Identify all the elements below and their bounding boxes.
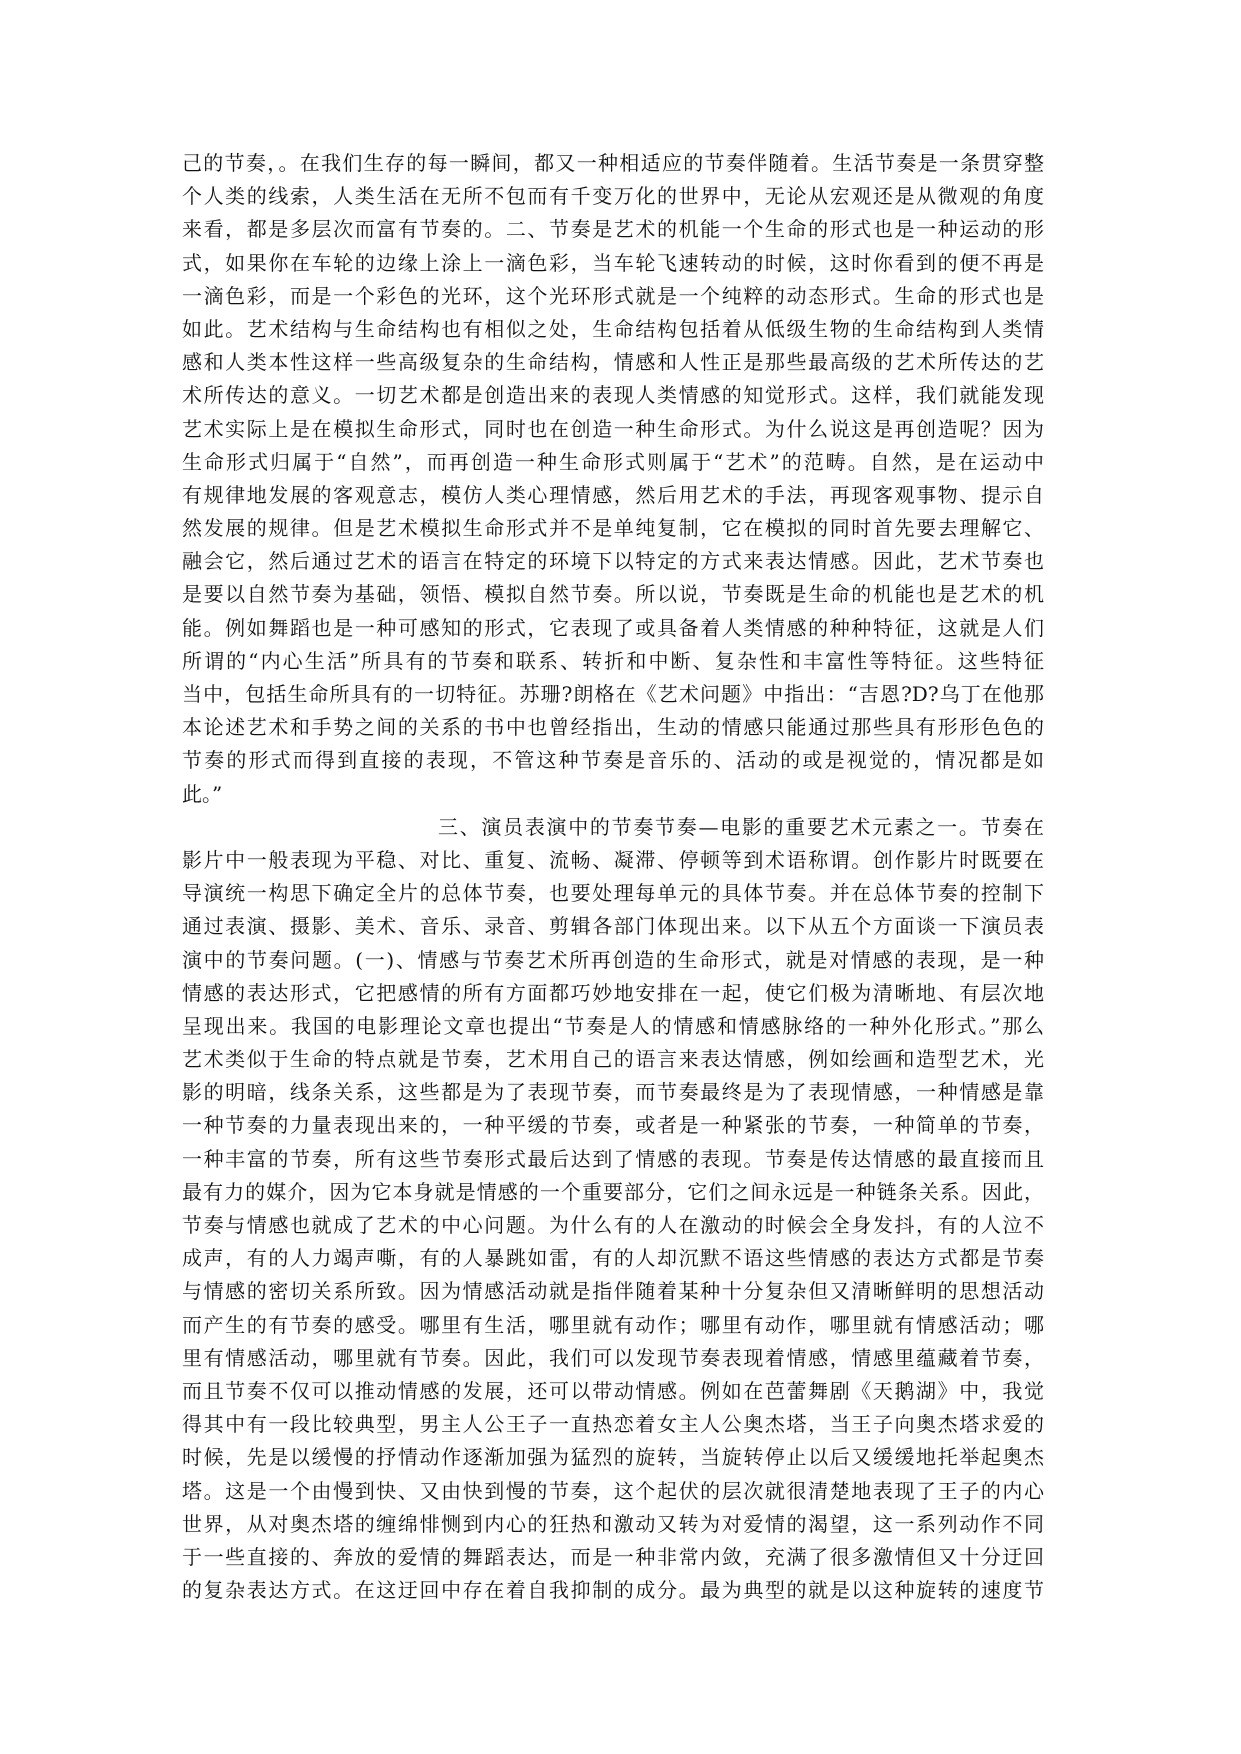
text-line: 式，如果你在车轮的边缘上涂上一滴色彩，当车轮飞速转动的时候，这时你看到的便不再是 [182, 250, 1044, 275]
text-line: 艺术类似于生命的特点就是节奏，艺术用自己的语言来表达情感，例如绘画和造型艺术，光 [182, 1047, 1044, 1072]
text-line: 融会它，然后通过艺术的语言在特定的环境下以特定的方式来表达情感。因此，艺术节奏也 [182, 549, 1044, 574]
text-line: 于一些直接的、奔放的爱情的舞蹈表达，而是一种非常内敛，充满了很多激情但又十分迂回 [182, 1544, 1044, 1569]
text-line: 所谓的“内心生活”所具有的节奏和联系、转折和中断、复杂性和丰富性等特征。这些特征 [182, 648, 1044, 673]
text-line: 如此。艺术结构与生命结构也有相似之处，生命结构包括着从低级生物的生命结构到人类情 [182, 316, 1044, 341]
text-line: 导演统一构思下确定全片的总体节奏，也要处理每单元的具体节奏。并在总体节奏的控制下 [182, 881, 1044, 906]
text-line: 然发展的规律。但是艺术模拟生命形式并不是单纯复制，它在模拟的同时首先要去理解它、 [182, 516, 1044, 541]
text-line: 通过表演、摄影、美术、音乐、录音、剪辑各部门体现出来。以下从五个方面谈一下演员表 [182, 914, 1044, 939]
text-line: 最有力的媒介，因为它本身就是情感的一个重要部分，它们之间永远是一种链条关系。因此， [182, 1179, 1044, 1204]
text-line: 生命形式归属于“自然”，而再创造一种生命形式则属于“艺术”的范畴。自然，是在运动中 [182, 449, 1044, 474]
text-line: 与情感的密切关系所致。因为情感活动就是指伴随着某种十分复杂但又清晰鲜明的思想活动 [182, 1279, 1044, 1304]
paragraph-2 [182, 811, 1044, 1608]
text-line: 一种丰富的节奏，所有这些节奏形式最后达到了情感的表现。节奏是传达情感的最直接而且 [182, 1146, 1044, 1171]
text-line: 时候，先是以缓慢的抒情动作逐渐加强为猛烈的旋转，当旋转停止以后又缓缓地托举起奥杰 [182, 1445, 1044, 1470]
text-line: 情感的表达形式，它把感情的所有方面都巧妙地安排在一起，使它们极为清晰地、有层次地 [182, 980, 1044, 1005]
text-line: 而且节奏不仅可以推动情感的发展，还可以带动情感。例如在芭蕾舞剧《天鹅湖》中，我觉 [182, 1378, 1044, 1403]
text-line: 世界，从对奥杰塔的缠绵悱恻到内心的狂热和激动又转为对爱情的渴望，这一系列动作不同 [182, 1511, 1044, 1536]
text-line: 成声，有的人力竭声嘶，有的人暴跳如雷，有的人却沉默不语这些情感的表达方式都是节奏 [182, 1246, 1044, 1271]
text-line: 个人类的线索，人类生活在无所不包而有千变万化的世界中，无论从宏观还是从微观的角度 [182, 184, 1044, 209]
text-line: 此。” [182, 781, 223, 806]
body-text [182, 147, 1044, 1607]
text-line: 塔。这是一个由慢到快、又由快到慢的节奏，这个起伏的层次就很清楚地表现了王子的内心 [182, 1478, 1044, 1503]
text-line: 演中的节奏问题。(一)、情感与节奏艺术所再创造的生命形式，就是对情感的表现，是一种 [182, 947, 1044, 972]
text-line: 得其中有一段比较典型，男主人公王子一直热恋着女主人公奥杰塔，当王子向奥杰塔求爱的 [182, 1412, 1044, 1437]
text-line: 是要以自然节奏为基础，领悟、模拟自然节奏。所以说，节奏既是生命的机能也是艺术的机 [182, 582, 1044, 607]
text-line: 节奏与情感也就成了艺术的中心问题。为什么有的人在激动的时候会全身发抖，有的人泣不 [182, 1213, 1044, 1237]
text-line: 感和人类本性这样一些高级复杂的生命结构，情感和人性正是那些最高级的艺术所传达的艺 [182, 350, 1044, 375]
text-line: 己的节奏，。在我们生存的每一瞬间，都又一种相适应的节奏伴随着。生活节奏是一条贯穿整 [182, 151, 1044, 175]
text-line: 呈现出来。我国的电影理论文章也提出“节奏是人的情感和情感脉络的一种外化形式。”那么 [182, 1013, 1044, 1038]
text-line: 节奏的形式而得到直接的表现，不管这种节奏是音乐的、活动的或是视觉的，情况都是如 [182, 748, 1044, 773]
text-line: 影片中一般表现为平稳、对比、重复、流畅、凝滞、停顿等到术语称谓。创作影片时既要在 [182, 847, 1044, 872]
text-line: 里有情感活动，哪里就有节奏。因此，我们可以发现节奏表现着情感，情感里蕴藏着节奏， [182, 1345, 1044, 1370]
text-line: 能。例如舞蹈也是一种可感知的形式，它表现了或具备着人类情感的种种特征，这就是人们 [182, 615, 1044, 640]
text-line: 影的明暗，线条关系，这些都是为了表现节奏，而节奏最终是为了表现情感，一种情感是靠 [182, 1080, 1044, 1105]
text-line: 而产生的有节奏的感受。哪里有生活，哪里就有动作；哪里有动作，哪里就有情感活动；哪 [182, 1312, 1044, 1337]
text-line: 当中，包括生命所具有的一切特征。苏珊?朗格在《艺术问题》中指出：“吉恩?D?乌丁在他那 [182, 682, 1044, 706]
text-line: 艺术实际上是在模拟生命形式，同时也在创造一种生命形式。为什么说这是再创造呢？因为 [182, 416, 1044, 441]
text-line: 一种节奏的力量表现出来的，一种平缓的节奏，或者是一种紧张的节奏，一种简单的节奏， [182, 1113, 1044, 1138]
text-line: 有规律地发展的客观意志，模仿人类心理情感，然后用艺术的手法，再现客观事物、提示自 [182, 482, 1044, 507]
text-line: 的复杂表达方式。在这迂回中存在着自我抑制的成分。最为典型的就是以这种旋转的速度节 [182, 1578, 1044, 1603]
paragraph-1 [182, 147, 1044, 811]
text-line: 来看，都是多层次而富有节奏的。二、节奏是艺术的机能一个生命的形式也是一种运动的形 [182, 217, 1044, 242]
section-heading-line: 三、演员表演中的节奏节奏—电影的重要艺术元素之一。节奏在 [438, 814, 1044, 839]
text-line: 本论述艺术和手势之间的关系的书中也曾经指出，生动的情感只能通过那些具有形形色色的 [182, 715, 1044, 740]
text-line: 一滴色彩，而是一个彩色的光环，这个光环形式就是一个纯粹的动态形式。生命的形式也是 [182, 283, 1044, 308]
text-line: 术所传达的意义。一切艺术都是创造出来的表现人类情感的知觉形式。这样，我们就能发现 [182, 383, 1044, 408]
